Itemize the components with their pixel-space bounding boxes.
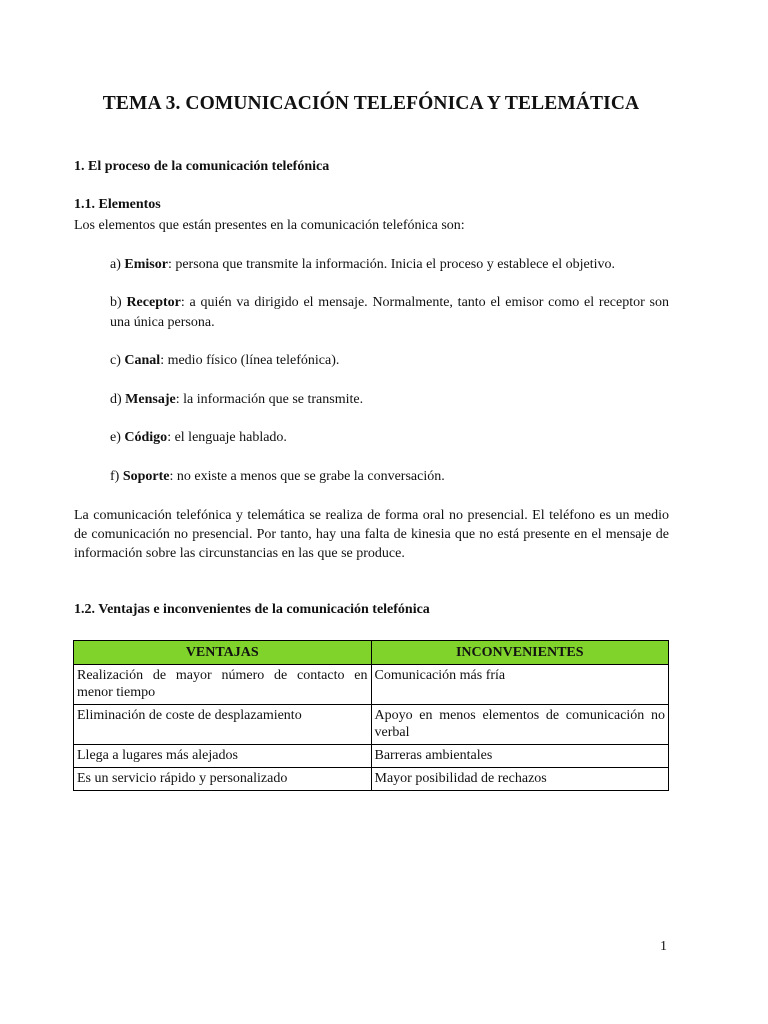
section-1-heading: 1. El proceso de la comunicación telefónica xyxy=(74,159,330,174)
element-item-soporte: f) Soporte: no existe a menos que se grabe la conversación. xyxy=(110,469,445,484)
table-cell: Apoyo en menos elementos de comunicación no verbal xyxy=(371,705,669,745)
section-1-1-heading: 1.1. Elementos xyxy=(74,197,161,212)
table-cell: Realización de mayor número de contacto en menor tiempo xyxy=(74,665,372,705)
table-header-row xyxy=(74,641,669,665)
element-item-mensaje: d) Mensaje: la información que se transmite. xyxy=(110,392,364,407)
advantages-table xyxy=(73,640,669,791)
element-item-codigo: e) Código: el lenguaje hablado. xyxy=(110,430,287,445)
page-title: TEMA 3. COMUNICACIÓN TELEFÓNICA Y TELEMÁTICA xyxy=(102,93,640,114)
table-cell: Barreras ambientales xyxy=(371,745,669,768)
element-item-canal: c) Canal: medio físico (línea telefónica). xyxy=(110,353,340,368)
element-term: Soporte xyxy=(122,469,170,484)
table-cell: Llega a lugares más alejados xyxy=(74,745,372,768)
table-row xyxy=(74,665,669,705)
section-1-2-heading: 1.2. Ventajas e inconvenientes de la comunicación telefónica xyxy=(74,602,430,617)
table-cell: Comunicación más fría xyxy=(371,665,669,705)
table-header-inconvenientes: INCONVENIENTES xyxy=(371,641,669,665)
table-cell: Eliminación de coste de desplazamiento xyxy=(74,705,372,745)
element-term: Receptor xyxy=(126,295,181,310)
element-item-receptor: b) Receptor: a quién va dirigido el mensaje. Normalmente, tanto el emisor como el receptor son una única persona. xyxy=(110,295,669,330)
element-term: Emisor xyxy=(124,257,168,272)
table-cell: Mayor posibilidad de rechazos xyxy=(371,768,669,791)
page-number: 1 xyxy=(660,939,667,954)
table-cell: Es un servicio rápido y personalizado xyxy=(74,768,372,791)
table-header-ventajas: VENTAJAS xyxy=(74,641,372,665)
element-term: Código xyxy=(124,430,168,445)
table-row xyxy=(74,768,669,791)
element-term: Mensaje xyxy=(125,392,176,407)
element-item-emisor: a) Emisor: persona que transmite la información. Inicia el proceso y establece el objetivo. xyxy=(110,257,616,272)
table-row xyxy=(74,745,669,768)
body-paragraph: La comunicación telefónica y telemática se realiza de forma oral no presencial. El teléfono es un medio de comunicación no presencial. Por tanto, hay una falta de kinesia que no está presente en el mensaje de información sobre las circunstancias en las que se produce. xyxy=(74,508,669,561)
elements-intro: Los elementos que están presentes en la comunicación telefónica son: xyxy=(74,218,465,233)
element-term: Canal xyxy=(124,353,161,368)
table-row xyxy=(74,705,669,745)
